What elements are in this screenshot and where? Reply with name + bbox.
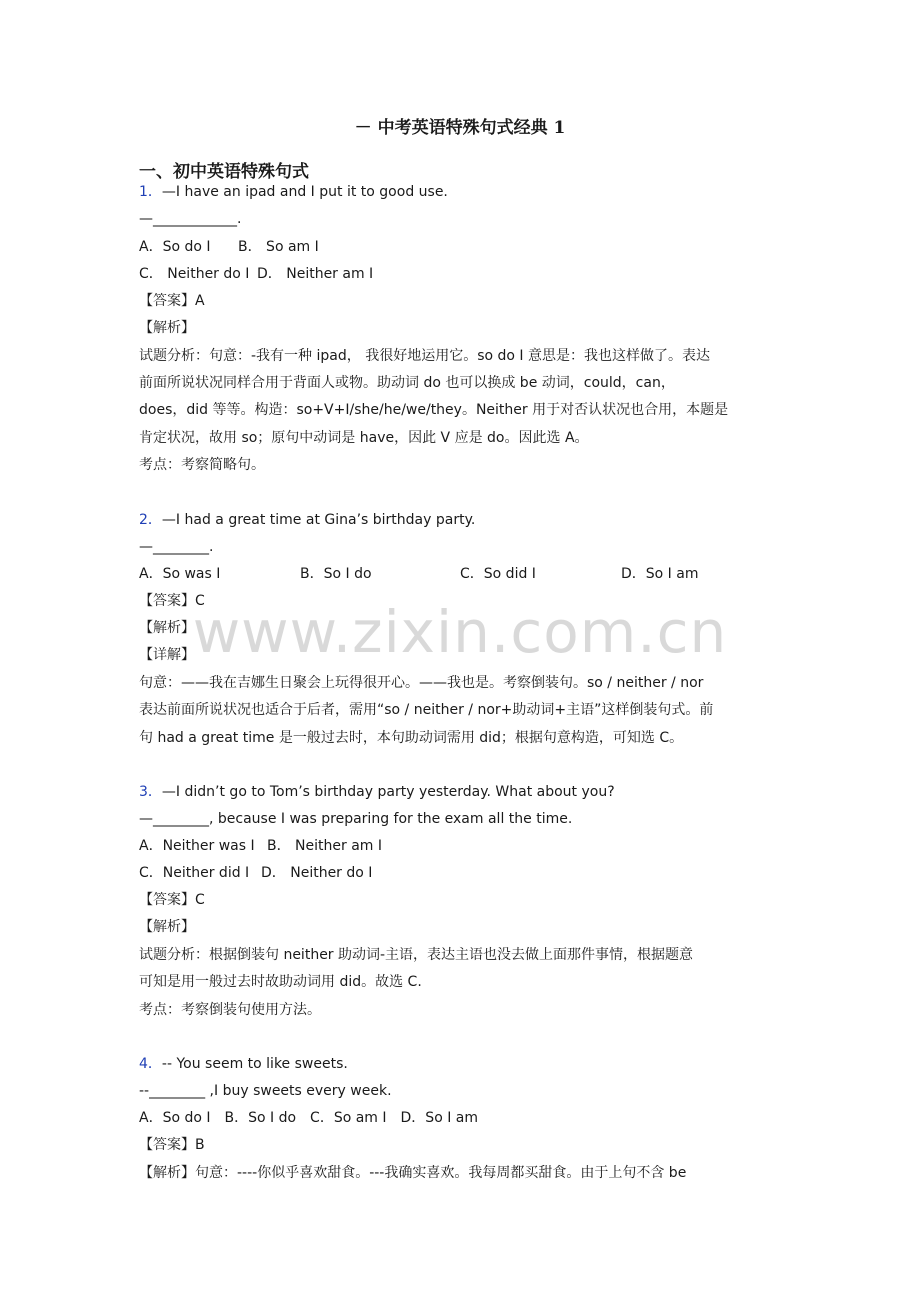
page-title: － 中考英语特殊句式经典 1	[354, 118, 566, 138]
detail-label: 【详解】	[139, 647, 195, 663]
answer: 【答案】C	[139, 892, 205, 908]
analysis-line: 肯定状况，故用 so；原句中动词是 have，因此 V 应是 do。因此选 A。	[139, 430, 589, 446]
option-b: B． Neither am I	[267, 838, 383, 854]
knowledge-point: 考点：考察简略句。	[139, 457, 265, 473]
question-2-stem	[139, 510, 475, 530]
analysis-line: 【解析】句意：----你似乎喜欢甜食。---我确实喜欢。我每周都买甜食。由于上句不含 be	[139, 1165, 687, 1181]
question-1-stem	[139, 182, 448, 202]
detail-line: 表达前面所说状况也适合于后者，需用“so / neither / nor+助动词+主语”这样倒装句式。前	[139, 702, 714, 718]
question-4-stem	[139, 1054, 348, 1074]
analysis-label: 【解析】	[139, 919, 195, 935]
option-a: A．So do I	[139, 239, 211, 255]
question-number: 2．	[139, 512, 162, 528]
question-2-blank: —________.	[139, 539, 214, 555]
answer: 【答案】C	[139, 593, 205, 609]
analysis-line: 试题分析：根据倒装句 neither 助动词-主语，表达主语也没去做上面那件事情，根据题意	[139, 947, 694, 963]
analysis-label: 【解析】	[139, 320, 195, 336]
question-3-blank: —________, because I was preparing for the exam all the time.	[139, 811, 573, 827]
option-c: C． Neither do I	[139, 266, 250, 282]
option-a: A．Neither was I	[139, 838, 255, 854]
question-text: —I had a great time at Gina’s birthday party.	[161, 512, 476, 528]
question-number: 3．	[139, 784, 162, 800]
detail-line: 句意：——我在吉娜生日聚会上玩得很开心。——我也是。考察倒装句。so / neither / nor	[139, 675, 704, 691]
detail-line: 句 had a great time 是一般过去时，本句助动词需用 did；根据句意构造，可知选 C。	[139, 730, 684, 746]
question-text: —I didn’t go to Tom’s birthday party yesterday. What about you?	[161, 784, 615, 800]
question-text: —I have an ipad and I put it to good use.	[161, 184, 448, 200]
question-number: 4．	[139, 1056, 162, 1072]
question-4-blank: --________ ,I buy sweets every week.	[139, 1083, 392, 1099]
option-b: B． So am I	[238, 239, 319, 255]
analysis-label: 【解析】	[139, 620, 195, 636]
question-3-stem	[139, 782, 615, 802]
options-row: A．So do I B．So I do C．So am I D．So I am	[139, 1110, 479, 1126]
question-number: 1．	[139, 184, 162, 200]
analysis-line: does，did 等等。构造：so+V+I/she/he/we/they。Neither 用于对否认状况也合用，本题是	[139, 402, 729, 418]
option-c: C．Neither did I	[139, 865, 250, 881]
question-text: -- You seem to like sweets.	[161, 1056, 348, 1072]
analysis-line: 前面所说状况同样合用于背面人或物。助动词 do 也可以换成 be 动词，could，can，	[139, 375, 675, 391]
option-b: B．So I do	[300, 566, 372, 582]
option-d: D．So I am	[621, 566, 699, 582]
answer: 【答案】A	[139, 293, 205, 309]
option-c: C．So did I	[460, 566, 536, 582]
section-heading: 一、初中英语特殊句式	[139, 162, 309, 182]
knowledge-point: 考点：考察倒装句使用方法。	[139, 1002, 321, 1018]
answer: 【答案】B	[139, 1137, 205, 1153]
option-d: D． Neither am I	[257, 266, 374, 282]
question-1-blank: —____________.	[139, 211, 242, 227]
option-a: A．So was I	[139, 566, 221, 582]
analysis-line: 可知是用一般过去时故助动词用 did。故选 C.	[139, 974, 422, 990]
option-d: D． Neither do I	[261, 865, 373, 881]
watermark: www.zixin.com.cn	[192, 598, 728, 666]
analysis-line: 试题分析：句意：-我有一种 ipad， 我很好地运用它。so do I 意思是：我也这样做了。表达	[139, 348, 710, 364]
